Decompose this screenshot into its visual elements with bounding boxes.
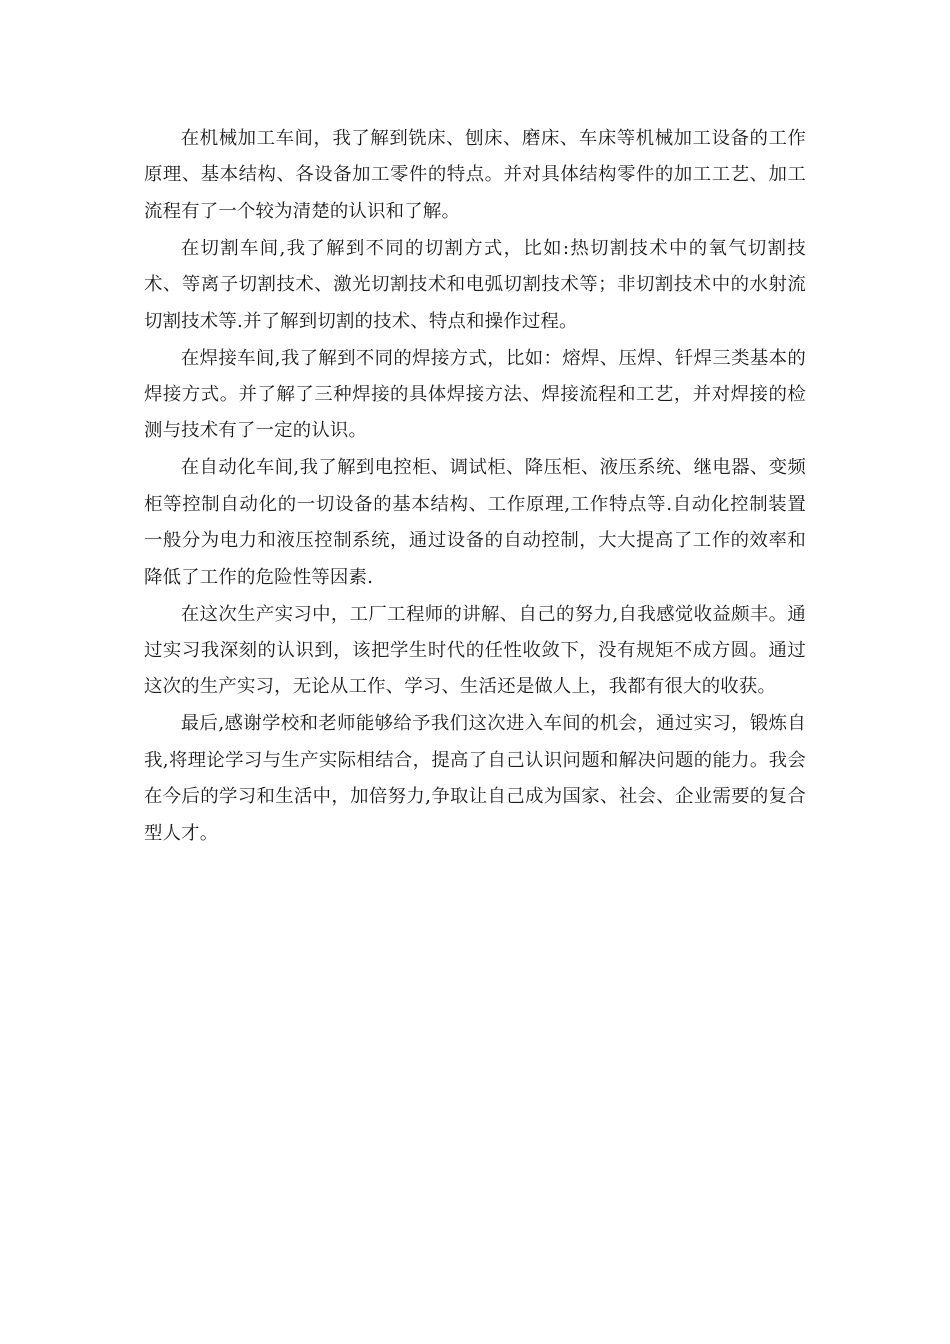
paragraph-machining-workshop: 在机械加工车间，我了解到铣床、刨床、磨床、车床等机械加工设备的工作原理、基本结构、各设备加工零件的特点。并对具体结构零件的加工工艺、加工流程有了一个较为清楚的认识和了解。 [144,128,806,222]
paragraph-automation-workshop: 在自动化车间,我了解到电控柜、调试柜、降压柜、液压系统、继电器、变频柜等控制自动化的一切设备的基本结构、工作原理,工作特点等.自动化控制装置一般分为电力和液压控制系统，通过设备的自动控制，大大提高了工作的效率和降低了工作的危险性等因素. [144,457,806,588]
paragraph-internship-reflection: 在这次生产实习中，工厂工程师的讲解、自己的努力,自我感觉收益颇丰。通过实习我深刻的认识到，该把学生时代的任性收敛下，没有规矩不成方圆。通过这次的生产实习，无论从工作、学习、生活还是做人上，我都有很大的收获。 [144,603,806,698]
paragraph-closing-thanks: 最后,感谢学校和老师能够给予我们这次进入车间的机会，通过实习，锻炼自我,将理论学习与生产实际相结合，提高了自己认识问题和解决问题的能力。我会在今后的学习和生活中，加倍努力,争取让自己成为国家、社会、企业需要的复合型人才。 [144,713,806,844]
paragraph-welding-workshop: 在焊接车间,我了解到不同的焊接方式，比如：熔焊、压焊、钎焊三类基本的焊接方式。并了解了三种焊接的具体焊接方法、焊接流程和工艺，并对焊接的检测与技术有了一定的认识。 [144,347,806,442]
document-body [144,121,806,853]
paragraph-cutting-workshop: 在切割车间,我了解到不同的切割方式，比如:热切割技术中的氧气切割技术、等离子切割技术、激光切割技术和电弧切割技术等；非切割技术中的水射流切割技术等.并了解到切割的技术、特点和操作过程。 [144,237,806,332]
